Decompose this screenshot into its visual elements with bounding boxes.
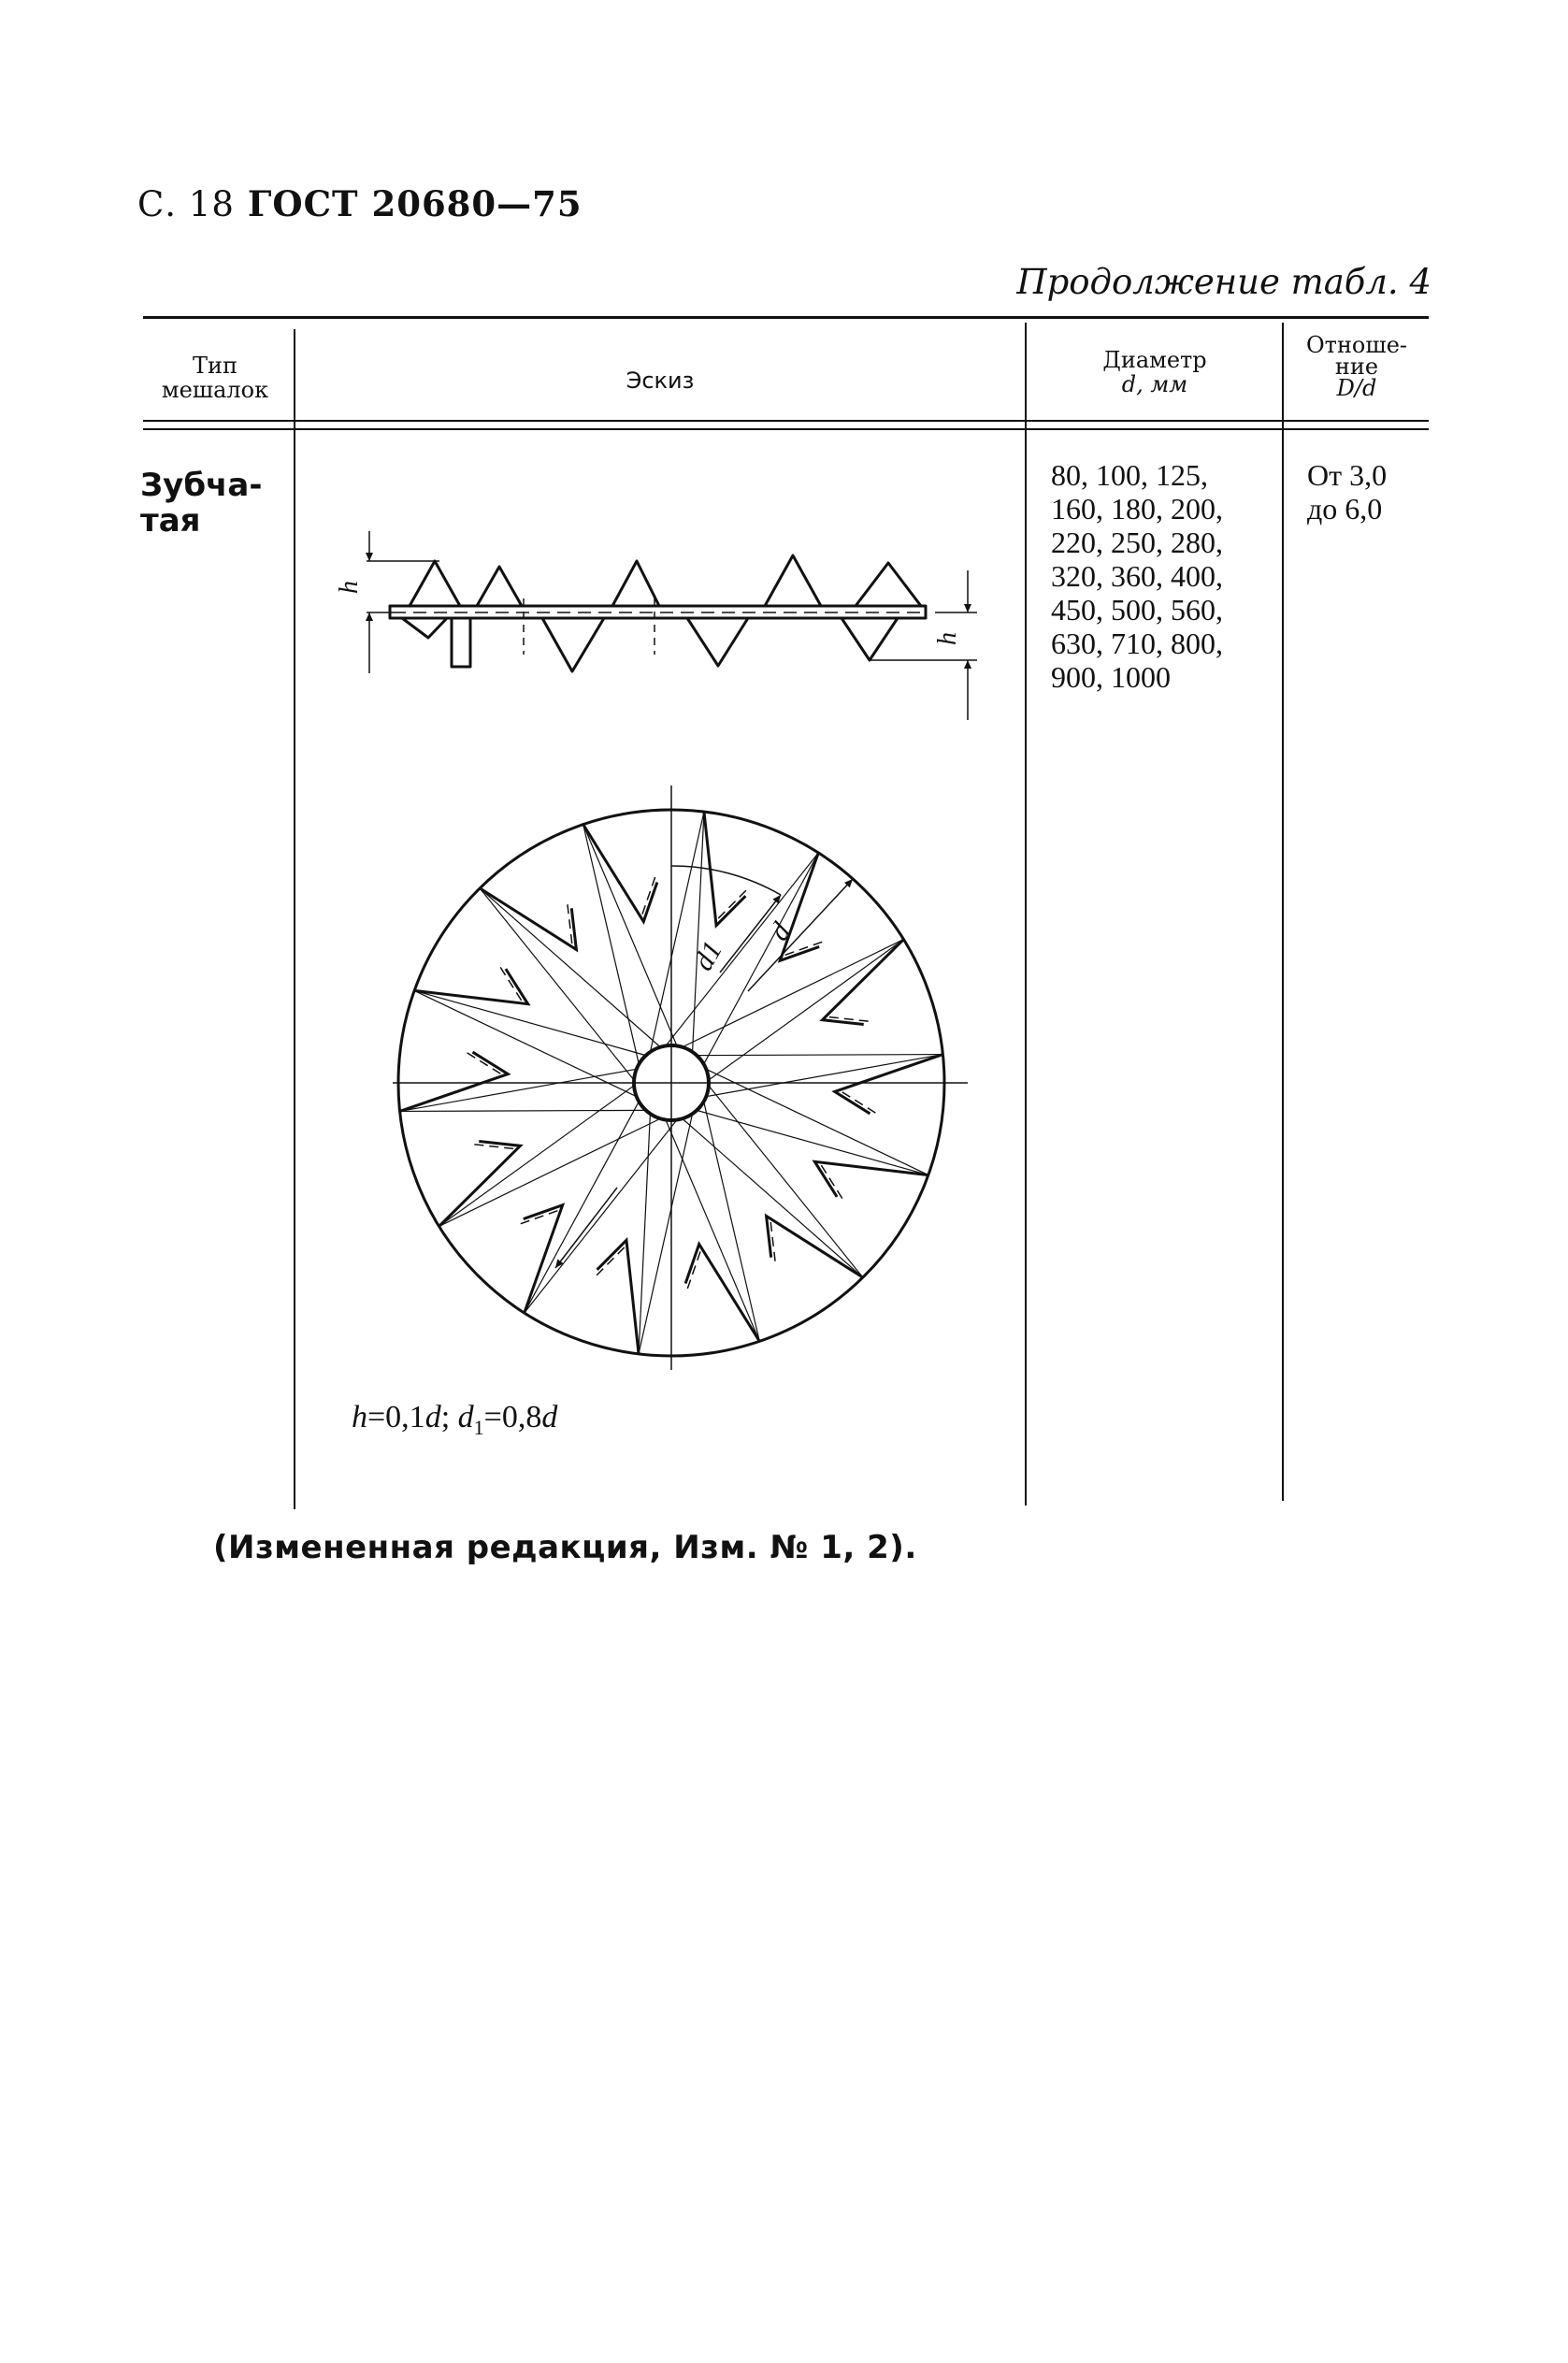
tooth-edge [597, 1240, 639, 1354]
spoke-line [583, 825, 640, 1064]
tooth-hidden-edge [770, 1222, 775, 1263]
side-view-tooth [542, 618, 604, 671]
formula-sep: ; [440, 1400, 458, 1434]
side-view-tooth [477, 567, 522, 606]
side-view-tooth [856, 563, 921, 606]
tooth-edge [583, 825, 657, 922]
side-view-tooth [402, 618, 447, 638]
tooth-edge [439, 1141, 521, 1226]
column-header-type [140, 353, 290, 402]
diameter-line: 80, 100, 125, [1051, 458, 1208, 492]
teeth [400, 812, 943, 1354]
tooth-edge [685, 1244, 759, 1341]
tooth-hidden-edge [718, 889, 747, 919]
tooth-hidden-edge [842, 1092, 878, 1115]
column-header-diameter-line1: Диаметр [1102, 347, 1207, 373]
spoke-line [666, 853, 818, 1045]
tooth-hidden-edge [499, 965, 522, 1001]
tooth-hidden-edge [595, 1247, 624, 1277]
d-leader [748, 879, 853, 991]
formula-h-d: d [424, 1400, 441, 1434]
spoke-line [525, 1120, 677, 1313]
spoke-line [439, 1086, 635, 1226]
spoke-line [583, 825, 677, 1046]
spoke-line [697, 1055, 942, 1056]
column-divider-3 [1282, 323, 1284, 1501]
spoke-line [709, 940, 904, 1080]
formula [352, 1400, 557, 1440]
spoke-line [704, 1102, 760, 1341]
diameter-line: 160, 180, 200, [1051, 492, 1223, 526]
diameter-line: 320, 360, 400, [1051, 559, 1223, 593]
table-top-rule [143, 316, 1429, 319]
spoke-line [400, 1110, 646, 1111]
formula-d1-sub: 1 [473, 1415, 484, 1439]
tooth-edge [704, 812, 745, 926]
spoke-line [439, 1118, 661, 1226]
column-header-sketch-label: Эскиз [626, 367, 695, 394]
ratio-line2: до 6,0 [1307, 492, 1383, 526]
column-header-diameter [1029, 348, 1281, 396]
side-view-tooth [842, 618, 898, 660]
table-caption: Продолжение табл. 4 [1016, 262, 1431, 302]
column-divider-2 [1025, 323, 1027, 1506]
side-view [390, 555, 926, 671]
formula-d1-d: d [541, 1400, 558, 1434]
tooth-hidden-edge [472, 1145, 513, 1149]
header-rule-1 [143, 420, 1429, 422]
diameter-line: 630, 710, 800, [1051, 627, 1223, 660]
spoke-line [683, 1118, 863, 1277]
spoke-line [400, 1069, 637, 1111]
spoke-line [525, 1102, 640, 1313]
tooth-edge [814, 1161, 928, 1197]
side-view-tooth [765, 555, 821, 606]
column-header-type-line2: мешалок [161, 377, 269, 403]
label-d1 [687, 936, 728, 975]
spoke-line [414, 990, 637, 1096]
tooth-edge [780, 853, 819, 960]
tooth-hidden-edge [687, 1251, 701, 1290]
column-header-sketch [297, 368, 1023, 393]
dimension-h-right [870, 570, 977, 720]
spoke-line [706, 1069, 928, 1174]
outer-circle [398, 810, 944, 1356]
spoke-line [480, 888, 634, 1080]
page-header [137, 183, 583, 224]
tooth-edge [767, 1216, 863, 1277]
d1-arc [671, 866, 781, 895]
spoke-line [706, 1055, 942, 1097]
mixer-type-cell [140, 468, 262, 539]
tooth-edge [835, 1055, 943, 1114]
spoke-line [666, 1120, 759, 1342]
tooth-edge [414, 969, 527, 1004]
diameter-line: 450, 500, 560, [1051, 593, 1223, 627]
tooth-hidden-edge [821, 1165, 843, 1201]
tooth-edge [480, 888, 576, 950]
header-rule-2 [143, 428, 1429, 430]
tooth-hidden-edge [518, 1211, 557, 1225]
tooth-edge [823, 940, 904, 1025]
hub-circle [634, 1045, 709, 1120]
column-header-ratio [1287, 332, 1427, 401]
tooth-hidden-edge [785, 941, 825, 955]
side-view-bar [390, 606, 926, 618]
label-h-left: h [335, 581, 364, 594]
page-number: С. 18 [137, 184, 235, 224]
formula-d1-eq: =0,8 [483, 1400, 542, 1434]
side-view-tooth [687, 618, 748, 666]
mixer-type-line2: тая [140, 502, 201, 540]
diameter-line: 900, 1000 [1051, 660, 1171, 694]
spoke-line [704, 853, 819, 1064]
tooth-hidden-edge [642, 875, 656, 915]
label-h-right: h [933, 632, 962, 645]
spoke-line [414, 990, 646, 1055]
standard-number: ГОСТ 20680—75 [247, 183, 583, 224]
spoke-line [650, 812, 704, 1052]
spoke-line [693, 812, 704, 1052]
formula-h: h [352, 1400, 367, 1434]
side-view-tooth [410, 561, 460, 606]
lower-arrow [555, 1188, 617, 1268]
tooth-hidden-edge [568, 902, 572, 944]
column-header-ratio-line2: ние [1334, 353, 1379, 380]
spoke-line [683, 940, 904, 1047]
tooth-hidden-edge [466, 1052, 501, 1074]
tooth-edge [400, 1052, 509, 1111]
tooth-hidden-edge [829, 1017, 870, 1022]
column-divider-1 [294, 329, 295, 1509]
column-header-ratio-line3: D/d [1336, 375, 1377, 401]
dimension-h-left [367, 531, 439, 673]
side-view-hub [452, 618, 470, 667]
spoke-line [709, 1086, 863, 1277]
label-d: d [763, 916, 798, 947]
spoke-line [639, 1114, 693, 1354]
tooth-edge [524, 1205, 563, 1313]
column-header-ratio-line1: Отноше- [1305, 332, 1408, 358]
revision-note: (Измененная редакция, Изм. № 1, 2). [213, 1529, 917, 1566]
spoke-line [697, 1110, 928, 1174]
formula-d1: d [457, 1400, 474, 1434]
diameter-line: 220, 250, 280, [1051, 526, 1223, 559]
d1-leader [720, 895, 781, 973]
mixer-type-line1: Зубча- [140, 467, 263, 504]
column-header-type-line1: Тип [193, 353, 237, 379]
label-d1-text: d1 [687, 936, 729, 976]
formula-h-eq: =0,1 [367, 1400, 425, 1434]
ratio-line1: От 3,0 [1307, 458, 1388, 492]
column-header-diameter-line2: d, мм [1121, 371, 1188, 397]
spokes [400, 812, 943, 1354]
side-view-tooth [612, 561, 659, 606]
spoke-line [480, 888, 660, 1047]
top-view [393, 785, 968, 1370]
spoke-line [639, 1114, 650, 1354]
